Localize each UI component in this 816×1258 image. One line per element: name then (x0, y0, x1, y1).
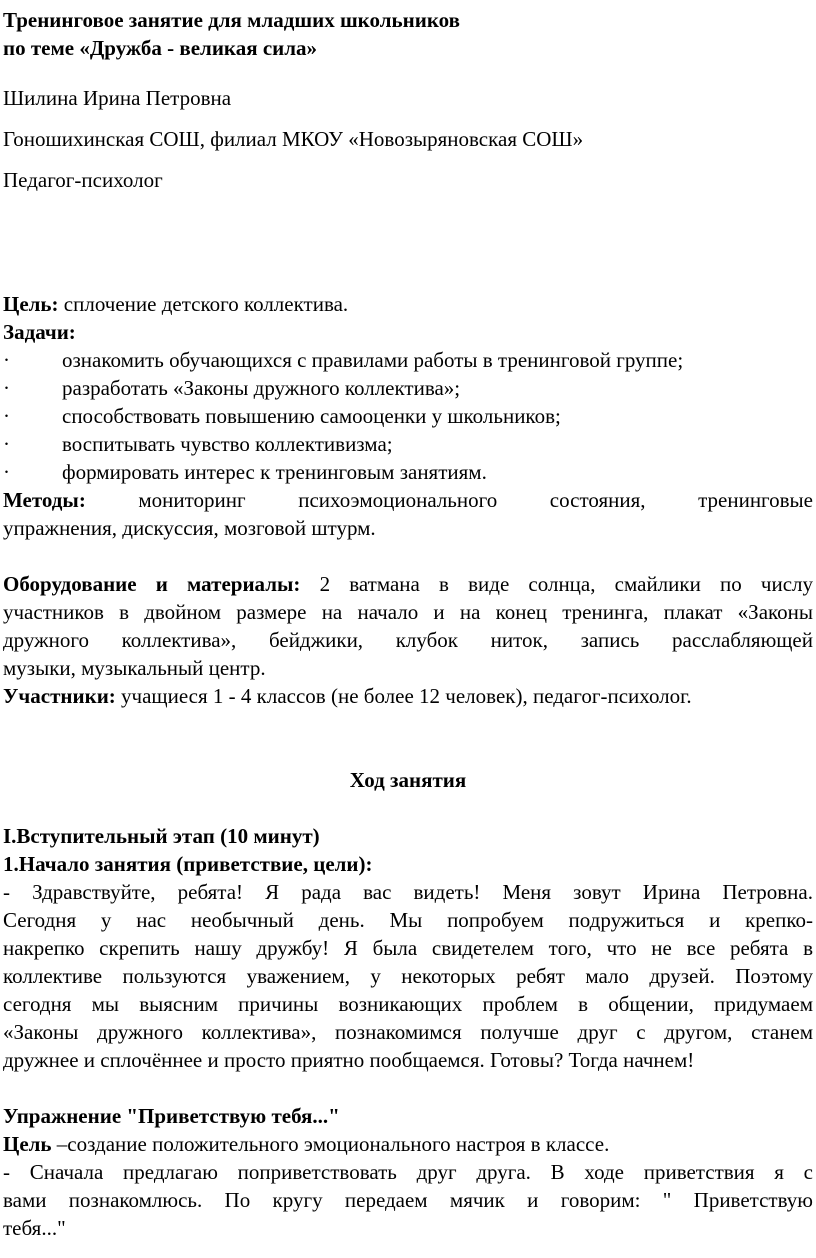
intro-paragraph (3, 878, 813, 1074)
exercise-goal-text: –создание положительного эмоционального настроя в классе. (51, 1132, 610, 1156)
intro-line: накрепко скрепить нашу дружбу! Я была свидетелем того, что не все ребята в (3, 936, 813, 960)
methods-label: Методы: (3, 488, 86, 512)
equipment-text: 2 ватмана в виде солнца, смайлики по числу (300, 572, 813, 596)
equipment-line: музыки, музыкальный центр. (3, 656, 266, 680)
participants-paragraph (3, 682, 813, 710)
author-name: Шилина Ирина Петровна (3, 86, 232, 110)
section-heading: 1.Начало занятия (приветствие, цели): (3, 852, 373, 876)
equipment-line: дружного коллектива», бейджики, клубок ниток, запись расслабляющей (3, 628, 813, 652)
intro-line: сегодня мы выясним причины возникающих проблем в общении, придумаем (3, 992, 813, 1016)
exercise-line: тебя..." (3, 1216, 66, 1240)
bullet-dot-icon: · (3, 376, 10, 400)
participants-label: Участники: (3, 684, 116, 708)
exercise-goal-label: Цель (3, 1132, 52, 1156)
tasks-label: Задачи: (3, 320, 76, 344)
participants-text: учащиеся 1 - 4 классов (не более 12 человек), педагог-психолог. (115, 684, 692, 708)
methods-line (3, 486, 813, 514)
goal-paragraph (3, 290, 813, 318)
bullet-dot-icon: · (3, 404, 10, 428)
course-title: Ход занятия (349, 768, 467, 792)
task-item-text: способствовать повышению самооценки у школьников; (62, 404, 561, 428)
intro-line: «Законы дружного коллектива», познакомимся получше друг с другом, станем (3, 1020, 813, 1044)
intro-line: дружнее и сплочённее и просто приятно пообщаемся. Готовы? Тогда начнем! (3, 1048, 695, 1072)
equipment-label: Оборудование и материалы: (3, 572, 301, 596)
equipment-line (3, 570, 813, 598)
organization-name: Гоношихинская СОШ, филиал МКОУ «Новозыряновская СОШ» (3, 127, 584, 151)
methods-text: мониторинг психоэмоционального состояния, тренинговые (85, 488, 813, 512)
bullet-dot-icon: · (3, 460, 10, 484)
goal-text: сплочение детского коллектива. (58, 292, 349, 316)
document-title-line2: по теме «Дружба - великая сила» (3, 36, 318, 60)
task-item-text: разработать «Законы дружного коллектива»; (62, 376, 461, 400)
task-item-text: воспитывать чувство коллективизма; (62, 432, 393, 456)
methods-line: упражнения, дискуссия, мозговой штурм. (3, 516, 376, 540)
exercise-title: Упражнение "Приветствую тебя..." (3, 1104, 340, 1128)
exercise-line: - Сначала предлагаю поприветствовать друг друга. В ходе приветствия я с (3, 1160, 813, 1184)
intro-line: Сегодня у нас необычный день. Мы попробуем подружиться и крепко- (3, 908, 813, 932)
exercise-goal (3, 1130, 813, 1158)
intro-line: коллективе пользуются уважением, у некоторых ребят мало друзей. Поэтому (3, 964, 813, 988)
exercise-line: вами познакомлюсь. По кругу передаем мячик и говорим: " Приветствую (3, 1188, 813, 1212)
task-item-text: формировать интерес к тренинговым занятиям. (62, 460, 487, 484)
methods-paragraph (3, 486, 813, 542)
document-title-line1: Тренинговое занятие для младших школьников (3, 8, 460, 32)
author-position: Педагог-психолог (3, 168, 163, 192)
task-item-text: ознакомить обучающихся с правилами работы в тренинговой группе; (62, 348, 684, 372)
intro-line: - Здравствуйте, ребята! Я рада вас видеть! Меня зовут Ирина Петровна. (3, 880, 813, 904)
bullet-dot-icon: · (3, 348, 10, 372)
exercise-paragraph (3, 1158, 813, 1242)
stage-heading: I.Вступительный этап (10 минут) (3, 824, 320, 848)
equipment-line: участников в двойном размере на начало и на конец тренинга, плакат «Законы (3, 600, 813, 624)
goal-label: Цель: (3, 292, 59, 316)
bullet-dot-icon: · (3, 432, 10, 456)
equipment-paragraph (3, 570, 813, 682)
